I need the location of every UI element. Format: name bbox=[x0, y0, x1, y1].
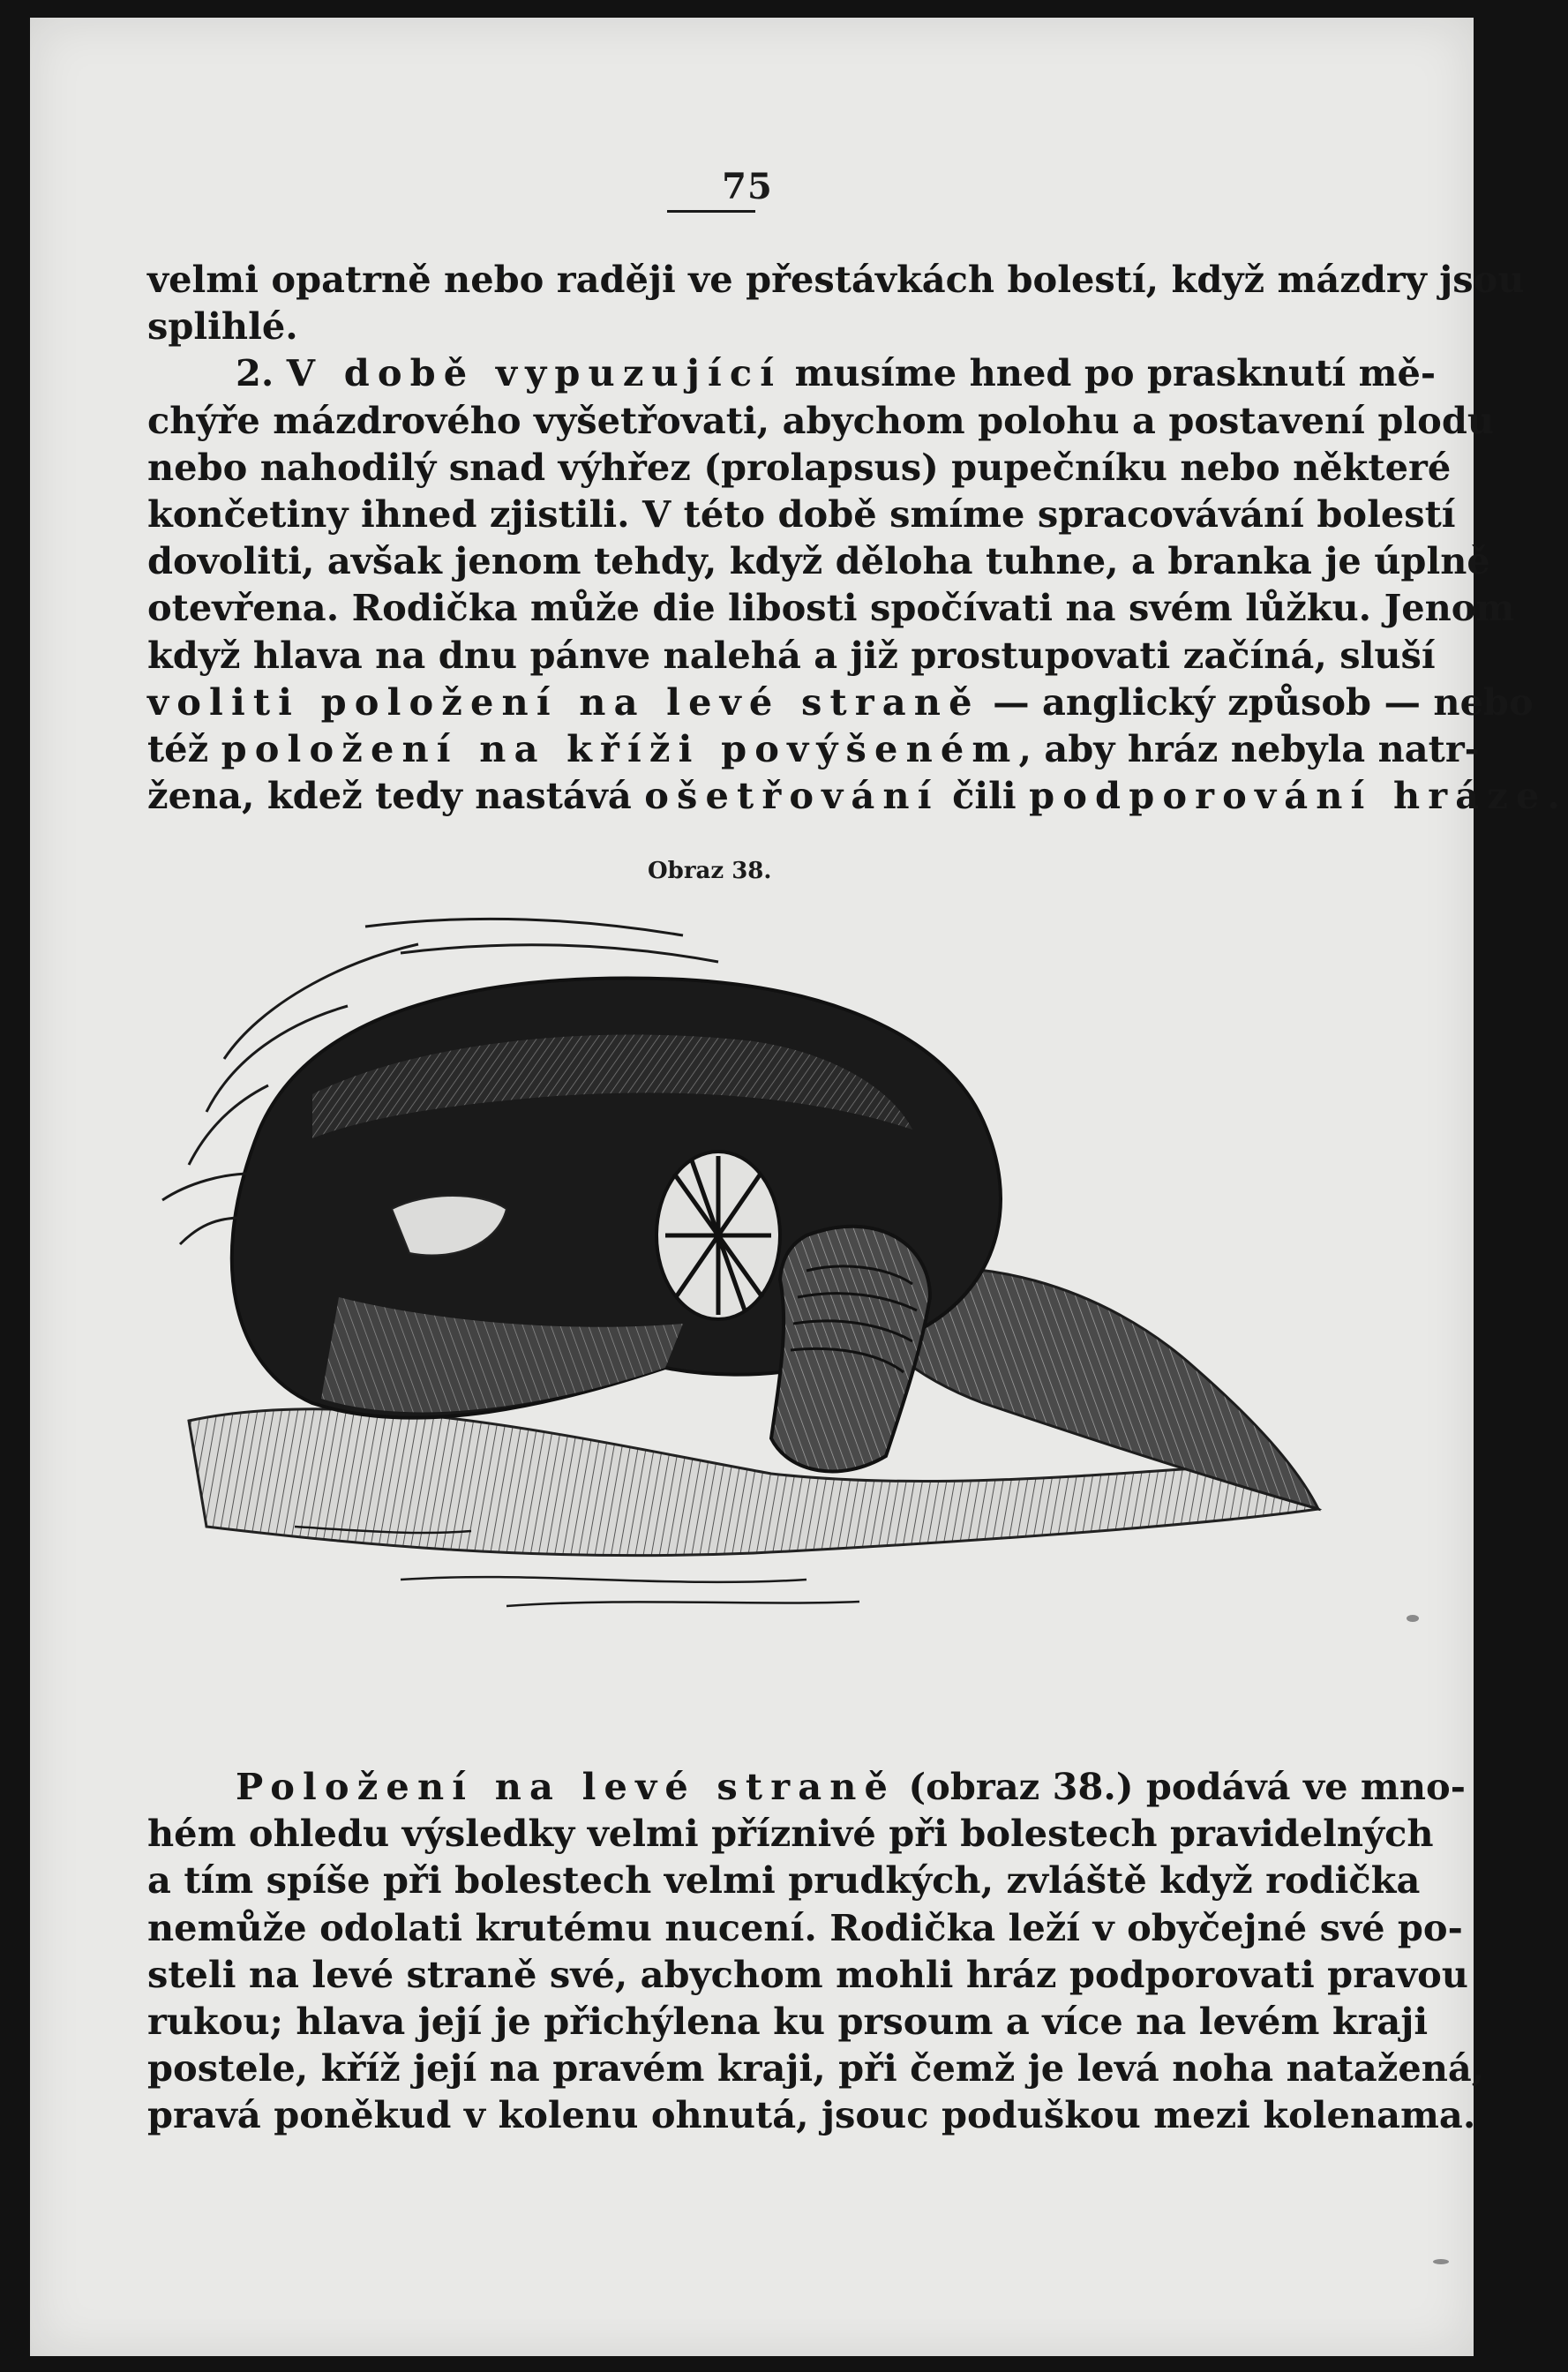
spaced-emphasis-text: Položení na levé straně bbox=[236, 1765, 897, 1808]
text-line bbox=[147, 537, 1490, 584]
text-line bbox=[147, 1998, 1429, 2045]
text-line bbox=[147, 1810, 1434, 1857]
spaced-emphasis-text: podporování hráze. bbox=[1029, 774, 1568, 818]
page-number: 75 bbox=[722, 166, 773, 207]
text-run: 2. bbox=[236, 351, 287, 395]
text-run: (obraz 38.) podává ve mno- bbox=[896, 1765, 1466, 1808]
text-run: steli na levé straně své, abychom mohli hráz podporovati pravou bbox=[147, 1952, 1468, 1996]
text-line bbox=[147, 772, 1568, 819]
text-run: dovoliti, avšak jenom tehdy, když děloha tuhne, a branka je úplně bbox=[147, 539, 1490, 583]
page-number-rule bbox=[667, 210, 755, 213]
spaced-emphasis-text: V době vypuzující bbox=[286, 351, 783, 395]
paragraph-bottom bbox=[147, 1763, 1485, 2139]
text-run: musíme hned po prasknutí mě- bbox=[782, 351, 1437, 395]
text-run: nemůže odolati krutému nucení. Rodička leží v obyčejné své po- bbox=[147, 1905, 1463, 1949]
text-line bbox=[147, 584, 1515, 631]
head-hair-lines bbox=[665, 1156, 771, 1315]
book-page bbox=[30, 18, 1568, 2356]
text-line bbox=[147, 2091, 1476, 2138]
text-line bbox=[147, 349, 1437, 396]
figure-illustration bbox=[136, 909, 1336, 1703]
spaced-emphasis-text: ošetřování bbox=[644, 774, 940, 818]
text-line bbox=[147, 256, 1525, 303]
text-line bbox=[147, 397, 1495, 444]
text-run: též bbox=[147, 727, 221, 771]
spaced-emphasis-text: položení na kříži povýšeném bbox=[221, 727, 1019, 771]
text-line bbox=[147, 1857, 1421, 1903]
text-line bbox=[147, 1951, 1468, 1998]
text-run: když hlava na dnu pánve nalehá a již prostupovati začíná, sluší bbox=[147, 633, 1436, 677]
text-run: končetiny ihned zjistili. V této době smíme spracovávání bolestí bbox=[147, 492, 1456, 537]
text-line bbox=[147, 1763, 1466, 1810]
paragraph-top bbox=[147, 256, 1568, 819]
text-run: postele, kříž její na pravém kraji, při čemž je levá noha natažená, bbox=[147, 2046, 1485, 2091]
text-line bbox=[147, 491, 1456, 537]
text-run: hém ohledu výsledky velmi příznivé při bolestech pravidelných bbox=[147, 1812, 1434, 1856]
text-run: velmi opatrně nebo raději ve přestávkách bolestí, když mázdry jsou bbox=[147, 258, 1525, 301]
text-run: , aby hráz nebyla natr- bbox=[1018, 727, 1480, 771]
figure-caption: Obraz 38. bbox=[648, 858, 772, 884]
text-line bbox=[147, 725, 1480, 772]
text-run: chýře mázdrového vyšetřovati, abychom polohu a postavení plodu bbox=[147, 398, 1495, 442]
text-line bbox=[147, 632, 1436, 679]
paper-speck bbox=[1407, 1615, 1419, 1622]
text-run: nebo nahodilý snad výhřez (prolapsus) pupečníku nebo některé bbox=[147, 445, 1452, 489]
text-run: otevřena. Rodička může die libosti spočívati na svém lůžku. Jenom bbox=[147, 586, 1515, 630]
text-run: splihlé. bbox=[147, 304, 298, 349]
text-line bbox=[147, 303, 1279, 349]
text-run: pravá poněkud v kolenu ohnutá, jsouc poduškou mezi kolenama. bbox=[147, 2093, 1476, 2137]
text-run: čili bbox=[939, 774, 1030, 818]
text-run: — anglický způsob — nebo bbox=[979, 679, 1534, 724]
text-run: a tím spíše při bolestech velmi prudkých, zvláště když rodička bbox=[147, 1858, 1421, 1903]
text-line bbox=[147, 2045, 1485, 2091]
spaced-emphasis-text: voliti položení na levé straně bbox=[147, 679, 980, 724]
text-run: žena, kdež tedy nastává bbox=[147, 774, 645, 818]
text-line bbox=[147, 679, 1534, 725]
text-run: rukou; hlava její je přichýlena ku prsoum a více na levém kraji bbox=[147, 2000, 1429, 2044]
text-line bbox=[147, 1904, 1463, 1951]
paper-speck bbox=[1433, 2259, 1449, 2264]
text-line bbox=[147, 444, 1452, 491]
